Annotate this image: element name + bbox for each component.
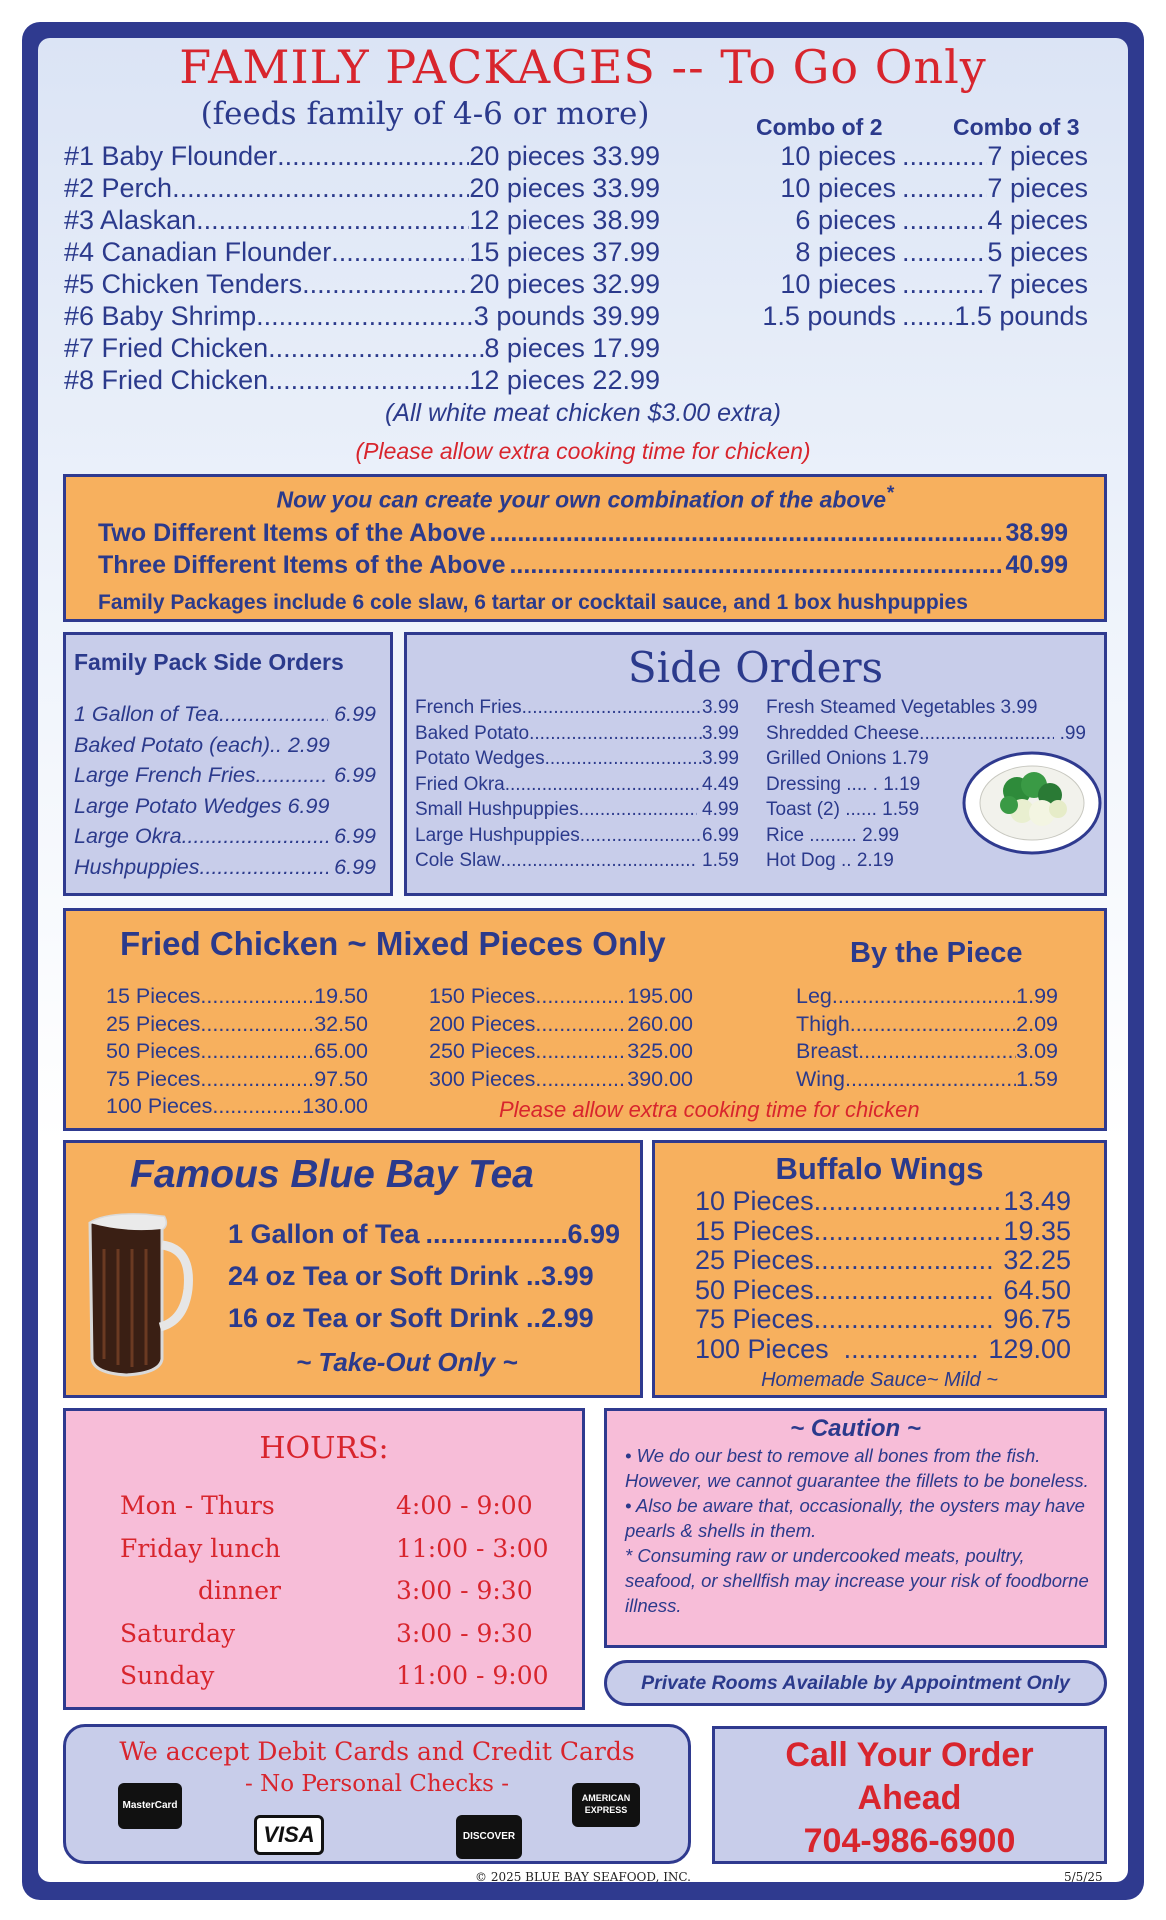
caution-title: ~ Caution ~	[790, 1415, 921, 1442]
list-item: Baked Potato (each).. 2.99	[74, 732, 330, 757]
payment-line2: - No Personal Checks -	[245, 1771, 509, 1797]
tea-box	[63, 1140, 643, 1398]
list-item: 250 Pieces ..... 325.00	[429, 1038, 693, 1066]
list-item: 15 Pieces ..... 19.35	[695, 1217, 1071, 1247]
tea-pitcher-image	[76, 1209, 194, 1379]
chicken-cook-note: Please allow extra cooking time for chicken	[499, 1097, 920, 1122]
package-row: #3 Alaskan ..... 12 pieces 38.99	[64, 204, 660, 236]
list-item: Large Hushpuppies ..... 6.99	[415, 823, 739, 849]
list-item: Grilled Onions 1.79	[766, 748, 929, 769]
hours-list	[120, 1485, 550, 1698]
amex-line1: AMERICAN	[581, 1793, 631, 1803]
caution-box	[604, 1408, 1107, 1648]
list-item: 50 Pieces ..... 65.00	[106, 1038, 368, 1066]
includes-note: Family Packages include 6 cole slaw, 6 tartar or cocktail sauce, and 1 box hushpuppies	[98, 591, 968, 614]
hours-box	[63, 1408, 585, 1710]
list-item: French Fries ..... 3.99	[415, 695, 739, 721]
list-item: 16 oz Tea or Soft Drink .. 2.99	[228, 1303, 594, 1333]
list-item: 50 Pieces ..... 64.50	[695, 1276, 1071, 1306]
wings-title: Buffalo Wings	[775, 1151, 984, 1186]
list-item: Potato Wedges ..... 3.99	[415, 746, 739, 772]
combination-asterisk: *	[886, 483, 894, 504]
package-row: #1 Baby Flounder ..... 20 pieces 33.99	[64, 140, 660, 172]
list-item: 75 Pieces ..... 97.50	[106, 1066, 368, 1094]
list-item: 200 Pieces ..... 260.00	[429, 1011, 693, 1039]
hours-row: dinner 3:00 - 9:30	[198, 1576, 533, 1605]
fried-chicken-title: Fried Chicken ~ Mixed Pieces Only	[120, 925, 666, 962]
visa-icon: VISA	[254, 1815, 324, 1855]
list-item: 25 Pieces ..... 32.25	[695, 1246, 1071, 1276]
hours-row: Sunday 11:00 - 9:00	[120, 1661, 549, 1690]
wings-box	[652, 1140, 1107, 1398]
list-item: 25 Pieces ..... 32.50	[106, 1011, 368, 1039]
list-item: Baked Potato ..... 3.99	[415, 721, 739, 747]
list-item: Fried Okra ..... 4.49	[415, 772, 739, 798]
combo3-heading: Combo of 3	[953, 114, 1080, 140]
call-ahead-box	[712, 1726, 1107, 1864]
payment-box	[63, 1724, 691, 1864]
list-item: Wing ..... 1.59	[796, 1066, 1058, 1094]
list-item: 75 Pieces ..... 96.75	[695, 1305, 1071, 1335]
take-out-note: ~ Take-Out Only ~	[296, 1347, 518, 1377]
side-orders-title: Side Orders	[627, 643, 884, 692]
hours-row: Mon - Thurs 4:00 - 9:00	[120, 1491, 533, 1520]
combo-list	[754, 140, 1088, 332]
mastercard-icon: MasterCard	[118, 1783, 182, 1829]
list-item: Dressing .... . 1.19	[766, 773, 921, 795]
combo-row: 1.5 pounds ..... 1.5 pounds	[754, 300, 1088, 332]
list-item: Breast ..... 3.09	[796, 1038, 1058, 1066]
package-row: #7 Fried Chicken ..... 8 pieces 17.99	[64, 332, 660, 364]
list-item: Large Okra ..... 6.99	[74, 821, 376, 852]
list-item: Thigh ..... 2.09	[796, 1011, 1058, 1039]
list-item: 1 Gallon of Tea ..... 6.99	[228, 1213, 620, 1255]
list-item: 15 Pieces ..... 19.50	[106, 983, 368, 1011]
call-line2: Ahead	[857, 1779, 962, 1817]
copyright-text: © 2025 BLUE BAY SEAFOOD, INC.	[475, 1870, 691, 1884]
list-item: Toast (2) ...... 1.59	[766, 799, 920, 820]
chicken-col1	[106, 983, 368, 1121]
white-meat-note: (All white meat chicken $3.00 extra)	[384, 399, 781, 427]
combo-row: 10 pieces ..... 7 pieces	[754, 268, 1088, 300]
family-sides-title: Family Pack Side Orders	[74, 649, 344, 675]
call-line1: Call Your Order	[785, 1736, 1034, 1774]
combo-row: 6 pieces ..... 4 pieces	[754, 204, 1088, 236]
package-row: #8 Fried Chicken ..... 12 pieces 22.99	[64, 364, 660, 396]
list-item: Rice ......... 2.99	[766, 824, 900, 846]
packages-list	[64, 140, 660, 396]
by-piece-title: By the Piece	[850, 937, 1023, 969]
package-row: #4 Canadian Flounder ..... 15 pieces 37.99	[64, 236, 660, 268]
list-item: Large Potato Wedges 6.99	[74, 793, 330, 818]
page-subtitle: (feeds family of 4-6 or more)	[200, 96, 650, 132]
tea-title: Famous Blue Bay Tea	[130, 1153, 534, 1196]
list-item: Large French Fries ..... 6.99	[74, 760, 376, 791]
phone-number: 704-986-6900	[803, 1822, 1016, 1860]
combo-row: 10 pieces ..... 7 pieces	[754, 172, 1088, 204]
combination-box	[63, 474, 1107, 622]
vegetable-plate-image	[962, 747, 1102, 855]
caution-paragraph: • We do our best to remove all bones from the fish. However, we cannot guarantee the fillets to be boneless.	[625, 1445, 1089, 1491]
side-orders-left	[415, 695, 739, 874]
list-item: 24 oz Tea or Soft Drink .. 3.99	[228, 1261, 594, 1291]
list-item: Hushpuppies ..... 6.99	[74, 852, 376, 883]
list-item: Hot Dog .. 2.19	[766, 850, 894, 871]
two-items-row: Two Different Items of the Above ..... 38.99	[98, 519, 1068, 548]
side-orders-box	[404, 632, 1107, 896]
list-item: Fresh Steamed Vegetables 3.99	[766, 697, 1038, 718]
fried-chicken-box	[63, 908, 1107, 1131]
family-sides-list	[74, 699, 376, 882]
list-item: Shredded Cheese ..... .99	[766, 721, 1086, 747]
list-item: Cole Slaw ..... 1.59	[415, 848, 739, 874]
private-rooms-note: Private Rooms Available by Appointment Only	[604, 1660, 1107, 1706]
wings-list	[695, 1187, 1071, 1364]
family-sides-box	[63, 632, 393, 896]
combo-row: 10 pieces ..... 7 pieces	[754, 140, 1088, 172]
amex-line2: EXPRESS	[584, 1805, 628, 1815]
payment-line1: We accept Debit Cards and Credit Cards	[119, 1737, 635, 1766]
discover-icon: DISCOVER	[456, 1815, 522, 1859]
list-item: 150 Pieces ..... 195.00	[429, 983, 693, 1011]
package-row: #5 Chicken Tenders ..... 20 pieces 32.99	[64, 268, 660, 300]
caution-paragraph: • Also be aware that, occasionally, the oysters may have pearls & shells in them.	[625, 1495, 1085, 1541]
hours-row: Saturday 3:00 - 9:30	[120, 1618, 533, 1648]
three-items-row: Three Different Items of the Above ..... 40.99	[98, 551, 1068, 580]
wings-note: Homemade Sauce~ Mild ~	[761, 1369, 998, 1391]
package-row: #2 Perch ..... 20 pieces 33.99	[64, 172, 660, 204]
combination-heading	[66, 483, 1104, 514]
combo2-heading: Combo of 2	[756, 114, 883, 140]
revision-date: 5/5/25	[1064, 1870, 1103, 1884]
list-item: 100 Pieces ..... 129.00	[695, 1335, 1071, 1365]
package-row: #6 Baby Shrimp ..... 3 pounds 39.99	[64, 300, 660, 332]
list-item: 300 Pieces ..... 390.00	[429, 1066, 693, 1094]
american-express-icon	[572, 1783, 640, 1827]
cook-time-note: (Please allow extra cooking time for chicken)	[355, 438, 811, 464]
page-title: FAMILY PACKAGES -- To Go Only	[179, 40, 987, 94]
hours-title: HOURS:	[259, 1431, 389, 1466]
tea-list	[228, 1213, 620, 1339]
list-item: 1 Gallon of Tea ..... 6.99	[74, 699, 376, 730]
combo-row: 8 pieces ..... 5 pieces	[754, 236, 1088, 268]
list-item: 10 Pieces ..... 13.49	[695, 1187, 1071, 1217]
caution-paragraph: * Consuming raw or undercooked meats, poultry, seafood, or shellfish may increase your risk of foodborne illness.	[625, 1545, 1089, 1616]
combination-heading-text: Now you can create your own combination of the above	[276, 486, 887, 513]
list-item: Small Hushpuppies ..... 4.99	[415, 797, 739, 823]
hours-row: Friday lunch 11:00 - 3:00	[120, 1533, 549, 1563]
caution-text	[625, 1443, 1095, 1618]
list-item: 100 Pieces ..... 130.00	[106, 1093, 368, 1121]
by-piece-list	[796, 983, 1058, 1093]
chicken-col2	[429, 983, 693, 1093]
list-item: Leg ..... 1.99	[796, 983, 1058, 1011]
